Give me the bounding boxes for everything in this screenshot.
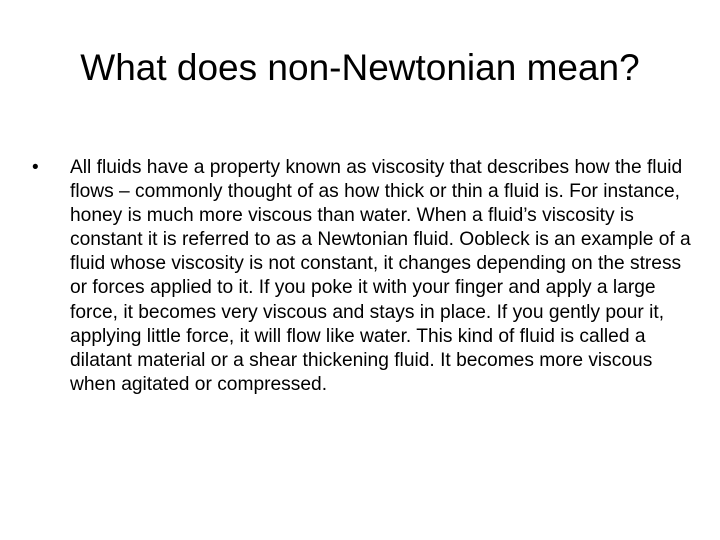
bullet-item	[32, 156, 692, 397]
slide-title: What does non-Newtonian mean?	[80, 47, 640, 88]
bullet-text: All fluids have a property known as viscosity that describes how the fluid flows – commonly thought of as how thick or thin a fluid is. For instance, honey is much more viscous than water. When a fluid’s viscosity is constant it is referred to as a Newtonian fluid. Oobleck is an example of a fluid whose viscosity is not constant, it changes depending on the stress or forces applied to it. If you poke it with your finger and apply a large force, it becomes very viscous and stays in place. If you gently pour it, applying little force, it will flow like water. This kind of fluid is called a dilatant material or a shear thickening fluid. It becomes more viscous when agitated or compressed.	[70, 157, 691, 395]
bullet-marker: •	[32, 157, 39, 178]
bullet-list	[32, 156, 692, 397]
